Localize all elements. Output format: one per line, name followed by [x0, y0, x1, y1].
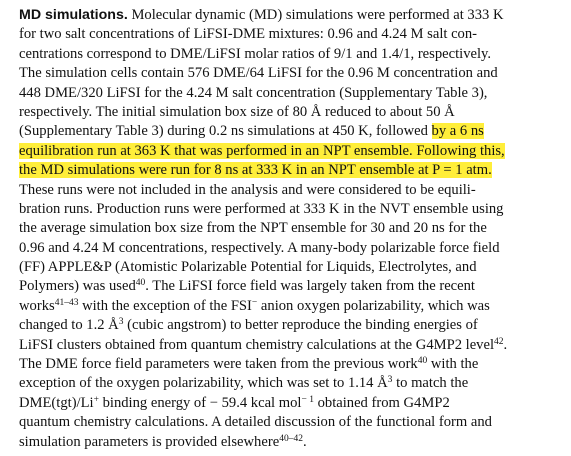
superscript: − 1 — [301, 394, 314, 405]
text: 448 DME/320 LiFSI for the 4.24 M salt concentration (Supplementary Table 3), — [19, 84, 488, 101]
section-heading: MD simulations. — [19, 7, 128, 23]
line-20 — [19, 374, 468, 393]
text: 0.96 and 4.24 M concentrations, respectively. A many-body polarizable force field — [19, 239, 500, 256]
citation: 40 — [135, 278, 146, 289]
text: anion oxygen polarizability, which was — [257, 297, 490, 314]
text: Molecular dynamic (MD) simulations were performed at 333 K — [131, 7, 504, 23]
line-23 — [19, 433, 307, 452]
text: DME(tgt)/Li — [19, 394, 94, 411]
text: The DME force field parameters were taken from the previous work — [19, 356, 418, 373]
line-2 — [19, 25, 477, 44]
line-13 — [19, 239, 500, 258]
line-12 — [19, 219, 487, 238]
line-17 — [19, 316, 478, 335]
superscript: 3 — [387, 375, 393, 386]
text: exception of the oxygen polarizability, which was set to 1.14 Å — [19, 375, 388, 392]
line-7 — [19, 122, 484, 141]
text: to match the — [392, 375, 469, 392]
line-22 — [19, 413, 492, 432]
text: bration runs. Production runs were performed at 333 K in the NVT ensemble using — [19, 200, 504, 217]
text: . — [302, 433, 307, 450]
text: binding energy of − 59.4 kcal mol — [98, 394, 302, 411]
citation: 40–42 — [279, 433, 303, 444]
line-16 — [19, 297, 490, 316]
line-6 — [19, 103, 455, 122]
citation: 41–43 — [54, 297, 79, 308]
line-15 — [19, 277, 475, 296]
text: the average simulation box size from the NPT ensemble for 30 and 20 ns for the — [19, 220, 487, 237]
line-19 — [19, 355, 478, 374]
highlighted-text: the MD simulations were run for 8 ns at 333 K in an NPT ensemble at P = 1 atm. — [19, 162, 492, 179]
line-14 — [19, 258, 477, 277]
text: with the exception of the FSI — [78, 297, 252, 314]
highlighted-text: equilibration run at 363 K that was performed in an NPT ensemble. Following this, — [19, 142, 505, 159]
citation: 40 — [417, 356, 428, 367]
citation: 42 — [494, 336, 504, 347]
text: simulation parameters is provided elsewhere — [19, 433, 280, 450]
line-18 — [19, 336, 507, 355]
text: . The LiFSI force field was largely taken from the recent — [145, 278, 475, 295]
text: works — [19, 297, 55, 314]
text: with the — [427, 356, 479, 373]
text: LiFSI clusters obtained from quantum chemistry calculations at the G4MP2 level — [19, 336, 495, 353]
text: (Supplementary Table 3) during 0.2 ns simulations at 450 K, followed — [19, 123, 432, 140]
line-21 — [19, 394, 450, 413]
line-9 — [19, 161, 492, 180]
superscript: 3 — [118, 317, 124, 328]
line-1 — [19, 6, 504, 25]
text: for two salt concentrations of LiFSI-DME mixtures: 0.96 and 4.24 M salt con- — [19, 26, 478, 43]
superscript: + — [93, 394, 99, 405]
line-3 — [19, 45, 491, 64]
text: Polymers) was used — [19, 278, 136, 295]
text: . — [503, 336, 508, 353]
line-11 — [19, 200, 503, 219]
text: quantum chemistry calculations. A detailed discussion of the functional form and — [19, 414, 492, 431]
text: (cubic angstrom) to better reproduce the binding energies of — [123, 317, 478, 334]
text: obtained from G4MP2 — [313, 394, 450, 411]
line-4 — [19, 64, 498, 83]
text: respectively. The initial simulation box size of 80 Å reduced to about 50 Å — [19, 103, 455, 120]
line-5 — [19, 84, 487, 103]
superscript: − — [251, 297, 258, 308]
text: centrations correspond to DME/LiFSI molar ratios of 9/1 and 1.4/1, respectively. — [19, 45, 492, 62]
line-10 — [19, 181, 476, 200]
text: changed to 1.2 Å — [19, 317, 119, 334]
highlighted-text: by a 6 ns — [431, 123, 484, 140]
text: The simulation cells contain 576 DME/64 LiFSI for the 0.96 M concentration and — [19, 65, 498, 82]
text: (FF) APPLE&P (Atomistic Polarizable Potential for Liquids, Electrolytes, and — [19, 259, 477, 276]
line-8 — [19, 142, 505, 161]
text: These runs were not included in the analysis and were considered to be equili- — [19, 181, 476, 198]
